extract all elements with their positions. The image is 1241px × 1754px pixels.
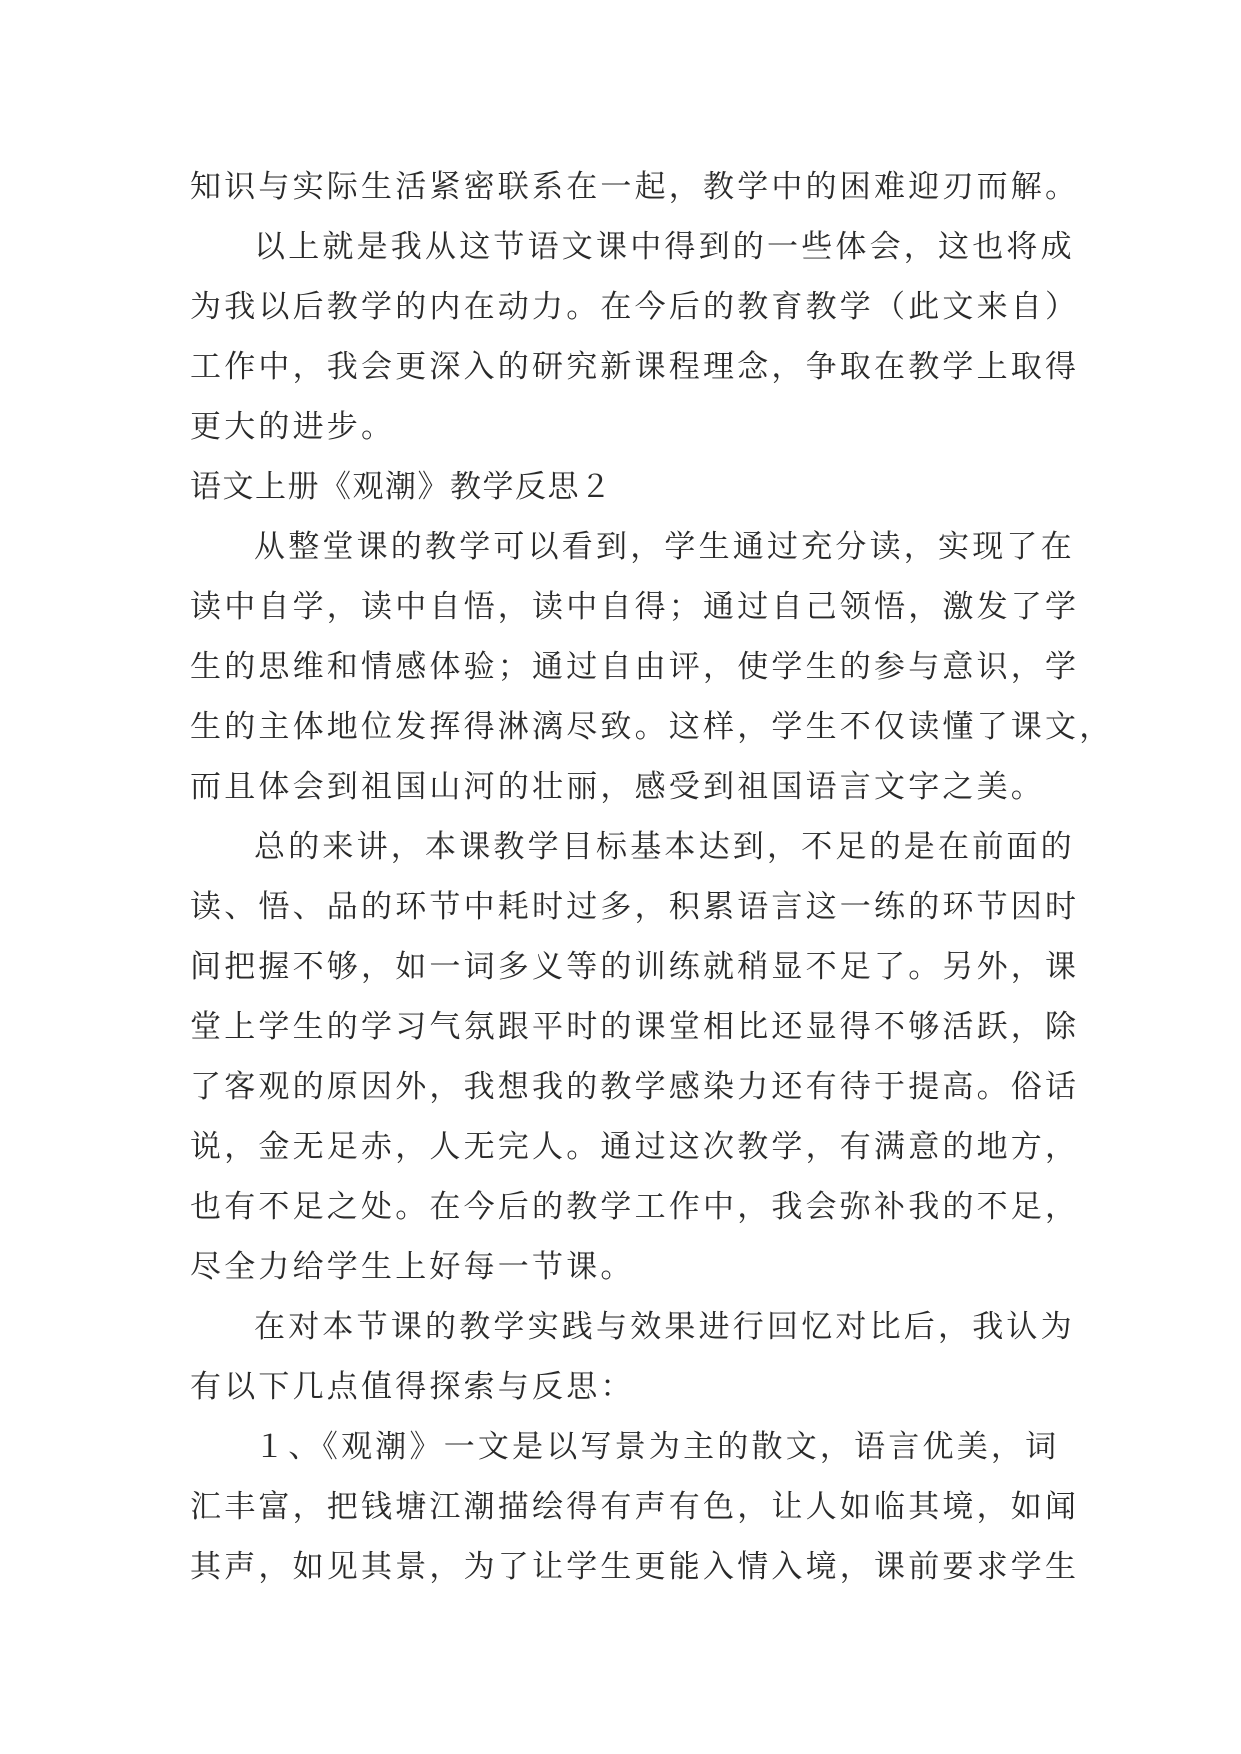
text-line: 知识与实际生活紧密联系在一起，教学中的困难迎刃而解。: [190, 169, 1080, 205]
text-line: 更大的进步。: [190, 409, 396, 445]
text-line: １、《观潮》一文是以写景为主的散文，语言优美，词: [254, 1429, 1060, 1465]
text-line: 堂上学生的学习气氛跟平时的课堂相比还显得不够活跃，除: [190, 1009, 1080, 1045]
text-line: 而且体会到祖国山河的壮丽，感受到祖国语言文字之美。: [190, 769, 1045, 805]
text-line: 说，金无足赤，人无完人。通过这次教学，有满意的地方，: [190, 1129, 1080, 1165]
text-line: 从整堂课的教学可以看到，学生通过充分读，实现了在: [254, 529, 1075, 565]
text-line: 读中自学，读中自悟，读中自得；通过自己领悟，激发了学: [190, 589, 1080, 625]
text-line: 有以下几点值得探索与反思：: [190, 1369, 635, 1405]
text-line: 汇丰富，把钱塘江潮描绘得有声有色，让人如临其境，如闻: [190, 1489, 1080, 1525]
text-line: 以上就是我从这节语文课中得到的一些体会，这也将成: [254, 229, 1075, 265]
text-line: 间把握不够，如一词多义等的训练就稍显不足了。另外，课: [190, 949, 1080, 985]
text-line: 也有不足之处。在今后的教学工作中，我会弥补我的不足，: [190, 1189, 1080, 1225]
text-line: 了客观的原因外，我想我的教学感染力还有待于提高。俗话: [190, 1069, 1080, 1105]
text-line: 工作中，我会更深入的研究新课程理念，争取在教学上取得: [190, 349, 1080, 385]
text-line: 读、悟、品的环节中耗时过多，积累语言这一练的环节因时: [190, 889, 1080, 925]
text-line: 其声，如见其景，为了让学生更能入情入境，课前要求学生: [190, 1549, 1080, 1585]
text-line: 生的思维和情感体验；通过自由评，使学生的参与意识，学: [190, 649, 1080, 685]
text-line: 为我以后教学的内在动力。在今后的教育教学（此文来自）: [190, 289, 1080, 325]
text-line: 总的来讲，本课教学目标基本达到，不足的是在前面的: [254, 829, 1075, 865]
text-line: 在对本节课的教学实践与效果进行回忆对比后，我认为: [254, 1309, 1075, 1345]
text-line: 生的主体地位发挥得淋漓尽致。这样，学生不仅读懂了课文，: [190, 709, 1114, 745]
section-heading: 语文上册《观潮》教学反思２: [190, 469, 613, 505]
text-line: 尽全力给学生上好每一节课。: [190, 1249, 635, 1285]
